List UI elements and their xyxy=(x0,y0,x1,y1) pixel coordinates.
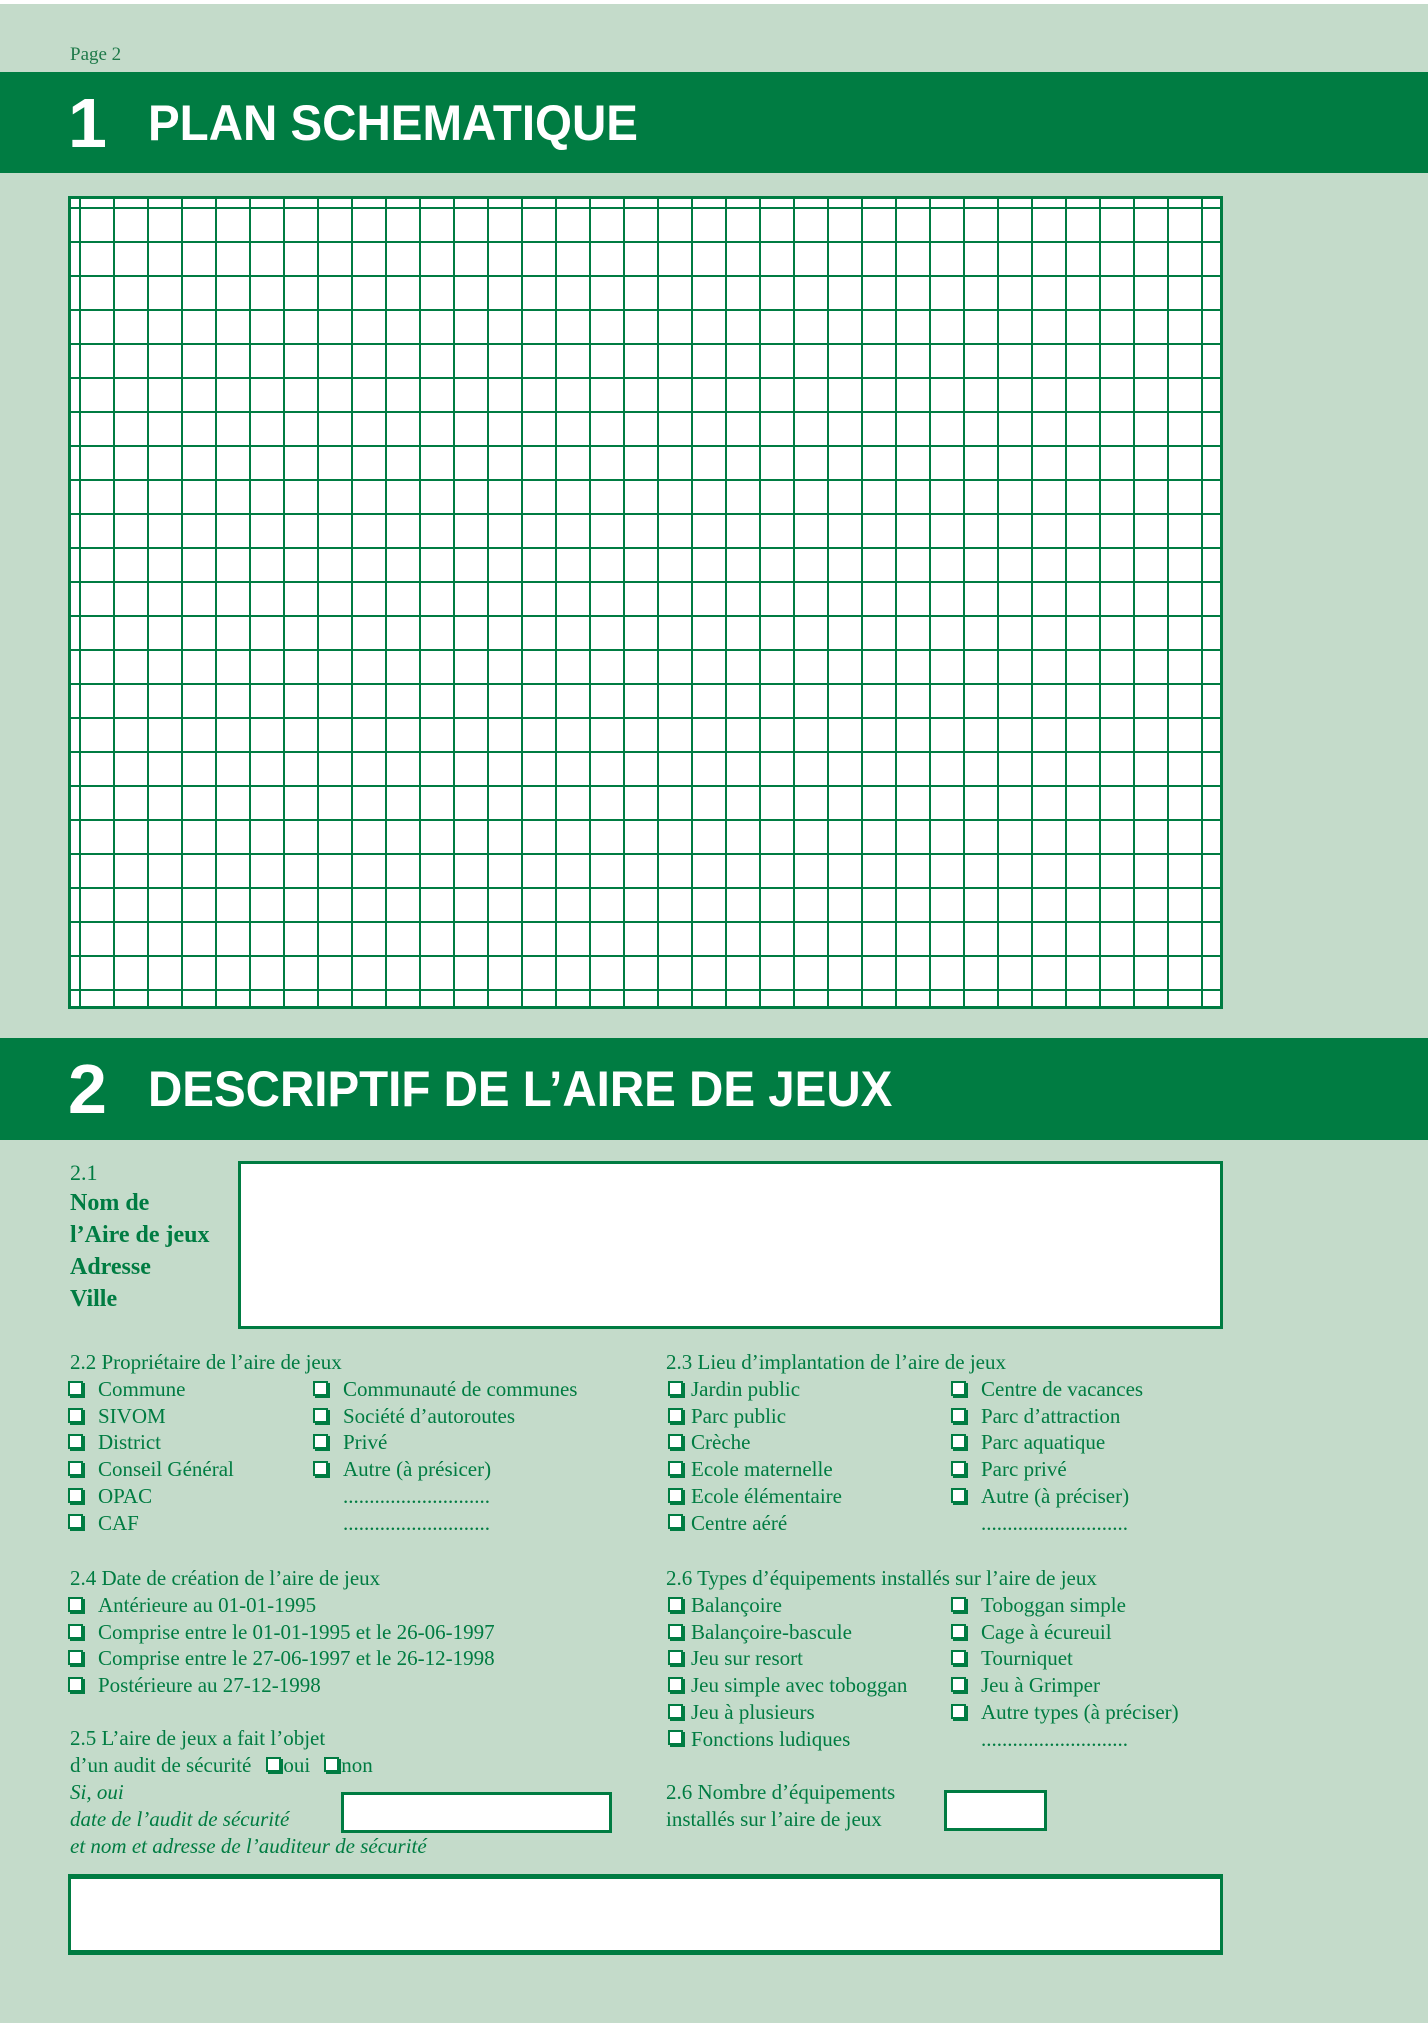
checkbox-icon[interactable] xyxy=(68,1461,83,1476)
s2-2-col2 xyxy=(313,1376,577,1536)
checkbox-icon[interactable] xyxy=(68,1488,83,1503)
page-number: Page 2 xyxy=(70,44,122,65)
checkbox-icon[interactable] xyxy=(68,1381,83,1396)
s2-6-count-line-2: installés sur l’aire de jeux xyxy=(666,1807,882,1831)
s2-6-types-title: 2.6 Types d’équipements installés sur l’aire de jeux xyxy=(666,1566,1097,1590)
checkbox-prive[interactable]: Privé xyxy=(313,1429,577,1456)
audit-date-field[interactable] xyxy=(341,1792,612,1833)
auditor-name-address-field[interactable] xyxy=(68,1874,1223,1955)
section-1-header xyxy=(0,72,1428,173)
checkbox-icon[interactable] xyxy=(313,1434,328,1449)
checkbox-icon[interactable] xyxy=(951,1434,966,1449)
section-1-title: PLAN SCHEMATIQUE xyxy=(148,94,638,151)
checkbox-icon[interactable] xyxy=(68,1677,83,1692)
checkbox-sivom[interactable]: SIVOM xyxy=(68,1403,234,1430)
s2-1-number: 2.1 xyxy=(70,1160,98,1185)
checkbox-cage-ecureuil[interactable]: Cage à écureuil xyxy=(951,1619,1179,1646)
s2-6-types-col1 xyxy=(668,1592,907,1752)
s2-6-types-col2 xyxy=(951,1592,1179,1752)
checkbox-balancoire[interactable]: Balançoire xyxy=(668,1592,907,1619)
checkbox-toboggan-simple[interactable]: Toboggan simple xyxy=(951,1592,1179,1619)
checkbox-icon[interactable] xyxy=(951,1597,966,1612)
checkbox-ecole-elementaire[interactable]: Ecole élémentaire xyxy=(668,1483,842,1510)
checkbox-icon[interactable] xyxy=(951,1677,966,1692)
checkbox-parc-public[interactable]: Parc public xyxy=(668,1403,842,1430)
checkbox-jeu-a-grimper[interactable]: Jeu à Grimper xyxy=(951,1672,1179,1699)
checkbox-icon[interactable] xyxy=(668,1408,683,1423)
checkbox-icon[interactable] xyxy=(668,1730,683,1745)
autre-proprietaire-line-1[interactable]: ............................ xyxy=(343,1483,490,1508)
checkbox-balancoire-bascule[interactable]: Balançoire-bascule xyxy=(668,1619,907,1646)
s2-4-title: 2.4 Date de création de l’aire de jeux xyxy=(70,1566,381,1590)
checkbox-icon[interactable] xyxy=(324,1757,339,1772)
checkbox-icon[interactable] xyxy=(951,1488,966,1503)
checkbox-icon[interactable] xyxy=(951,1381,966,1396)
checkbox-communaute[interactable]: Communauté de communes xyxy=(313,1376,577,1403)
checkbox-fonctions-ludiques[interactable]: Fonctions ludiques xyxy=(668,1725,907,1752)
section-2-header xyxy=(0,1038,1428,1140)
s2-1-label-nom: Nom de xyxy=(70,1190,150,1216)
s2-2-col1 xyxy=(68,1376,234,1536)
checkbox-icon[interactable] xyxy=(68,1408,83,1423)
grid-lines xyxy=(71,199,1220,1006)
checkbox-icon[interactable] xyxy=(668,1624,683,1639)
checkbox-jeu-a-plusieurs[interactable]: Jeu à plusieurs xyxy=(668,1699,907,1726)
schematic-plan-grid[interactable] xyxy=(68,196,1223,1009)
name-address-field[interactable] xyxy=(238,1161,1223,1329)
s2-1-label-ville: Ville xyxy=(70,1286,118,1312)
checkbox-icon[interactable] xyxy=(266,1757,281,1772)
checkbox-district[interactable]: District xyxy=(68,1429,234,1456)
form-page xyxy=(0,4,1428,2023)
checkbox-icon[interactable] xyxy=(68,1624,83,1639)
s2-1-label-aire: l’Aire de jeux xyxy=(70,1222,210,1248)
s2-5-question-line-2: d’un audit de sécurité oui non xyxy=(70,1753,373,1777)
checkbox-jeu-sur-resort[interactable]: Jeu sur resort xyxy=(668,1645,907,1672)
checkbox-icon[interactable] xyxy=(68,1597,83,1612)
section-2-number: 2 xyxy=(68,1050,105,1128)
checkbox-icon[interactable] xyxy=(668,1677,683,1692)
checkbox-audit-non[interactable]: non xyxy=(324,1752,373,1779)
checkbox-icon[interactable] xyxy=(668,1650,683,1665)
autre-proprietaire-line-2[interactable]: ............................ xyxy=(343,1510,490,1535)
checkbox-icon[interactable] xyxy=(668,1381,683,1396)
autre-types-line[interactable]: ............................ xyxy=(981,1726,1128,1751)
checkbox-parc-aquatique[interactable]: Parc aquatique xyxy=(951,1429,1143,1456)
section-2-title: DESCRIPTIF DE L’AIRE DE JEUX xyxy=(148,1061,893,1117)
autre-lieu-line[interactable]: ............................ xyxy=(981,1510,1128,1535)
checkbox-icon[interactable] xyxy=(313,1381,328,1396)
checkbox-caf[interactable]: CAF xyxy=(68,1509,234,1536)
checkbox-tourniquet[interactable]: Tourniquet xyxy=(951,1645,1179,1672)
checkbox-commune[interactable]: Commune xyxy=(68,1376,234,1403)
checkbox-jeu-simple-toboggan[interactable]: Jeu simple avec toboggan xyxy=(668,1672,907,1699)
checkbox-icon[interactable] xyxy=(951,1650,966,1665)
checkbox-posterieure-1998[interactable]: Postérieure au 27-12-1998 xyxy=(68,1672,495,1699)
s2-1-label-adresse: Adresse xyxy=(70,1254,151,1280)
s2-3-col1 xyxy=(668,1376,842,1536)
checkbox-1997-1998[interactable]: Comprise entre le 27-06-1997 et le 26-12-1998 xyxy=(68,1645,495,1672)
checkbox-centre-aere[interactable]: Centre aéré xyxy=(668,1509,842,1536)
checkbox-ecole-maternelle[interactable]: Ecole maternelle xyxy=(668,1456,842,1483)
s2-3-col2 xyxy=(951,1376,1143,1536)
checkbox-icon[interactable] xyxy=(668,1434,683,1449)
checkbox-opac[interactable]: OPAC xyxy=(68,1483,234,1510)
checkbox-icon[interactable] xyxy=(668,1704,683,1719)
s2-5-if-yes: Si, oui xyxy=(70,1780,124,1804)
checkbox-audit-oui[interactable]: oui xyxy=(266,1752,310,1779)
s2-5-auditor-label: et nom et adresse de l’auditeur de sécurité xyxy=(70,1834,427,1858)
checkbox-icon[interactable] xyxy=(951,1704,966,1719)
checkbox-jardin-public[interactable]: Jardin public xyxy=(668,1376,842,1403)
s2-6-count-line-1: 2.6 Nombre d’équipements xyxy=(666,1780,896,1804)
checkbox-autre-proprietaire[interactable]: Autre (à présicer) xyxy=(313,1456,577,1483)
checkbox-creche[interactable]: Crèche xyxy=(668,1429,842,1456)
checkbox-icon[interactable] xyxy=(951,1624,966,1639)
checkbox-parc-prive[interactable]: Parc privé xyxy=(951,1456,1143,1483)
checkbox-anterieure-1995[interactable]: Antérieure au 01-01-1995 xyxy=(68,1592,495,1619)
section-1-number: 1 xyxy=(68,83,105,162)
checkbox-conseil-general[interactable]: Conseil Général xyxy=(68,1456,234,1483)
checkbox-icon[interactable] xyxy=(951,1408,966,1423)
checkbox-icon[interactable] xyxy=(668,1514,683,1529)
s2-4-options xyxy=(68,1592,495,1699)
s2-5-date-label: date de l’audit de sécurité xyxy=(70,1807,290,1831)
s2-5-question-line-1: 2.5 L’aire de jeux a fait l’objet xyxy=(70,1726,326,1750)
checkbox-icon[interactable] xyxy=(68,1514,83,1529)
checkbox-icon[interactable] xyxy=(68,1434,83,1449)
checkbox-icon[interactable] xyxy=(668,1488,683,1503)
s2-2-title: 2.2 Propriétaire de l’aire de jeux xyxy=(70,1350,342,1374)
checkbox-icon[interactable] xyxy=(951,1461,966,1476)
s2-3-title: 2.3 Lieu d’implantation de l’aire de jeux xyxy=(666,1350,1006,1374)
checkbox-centre-vacances[interactable]: Centre de vacances xyxy=(951,1376,1143,1403)
equipment-count-field[interactable] xyxy=(944,1790,1047,1831)
checkbox-societe-autoroutes[interactable]: Société d’autoroutes xyxy=(313,1403,577,1430)
checkbox-parc-attraction[interactable]: Parc d’attraction xyxy=(951,1403,1143,1430)
checkbox-autre-types[interactable]: Autre types (à préciser) xyxy=(951,1699,1179,1726)
checkbox-icon[interactable] xyxy=(313,1408,328,1423)
checkbox-1995-1997[interactable]: Comprise entre le 01-01-1995 et le 26-06-1997 xyxy=(68,1619,495,1646)
checkbox-icon[interactable] xyxy=(668,1461,683,1476)
checkbox-autre-lieu[interactable]: Autre (à préciser) xyxy=(951,1483,1143,1510)
checkbox-icon[interactable] xyxy=(668,1597,683,1612)
checkbox-icon[interactable] xyxy=(313,1461,328,1476)
checkbox-icon[interactable] xyxy=(68,1650,83,1665)
